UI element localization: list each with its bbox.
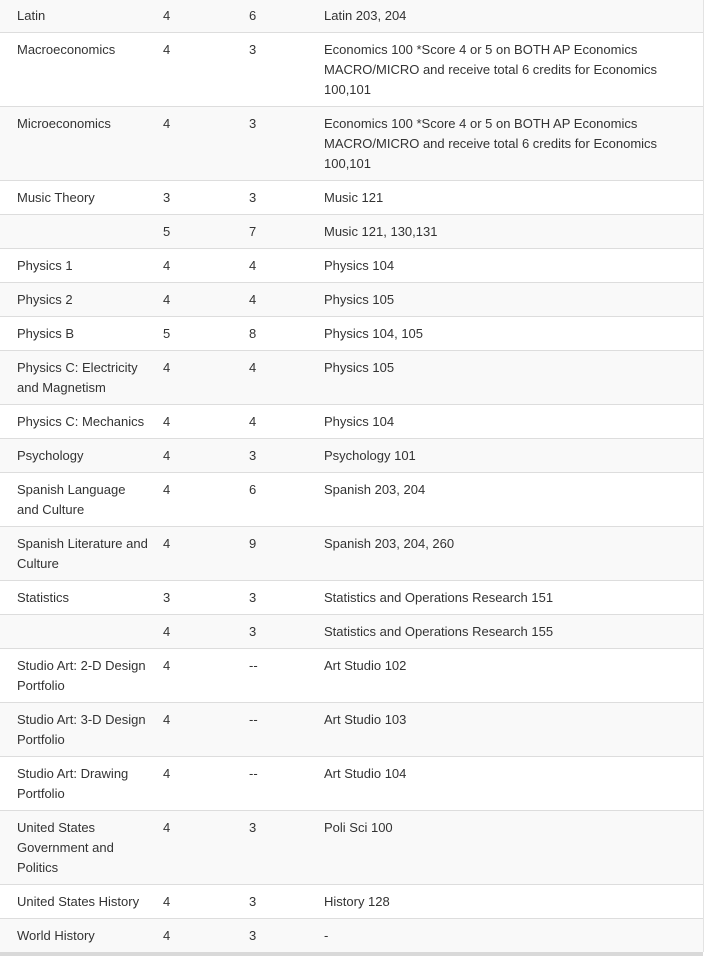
table-row <box>0 473 703 527</box>
table-row <box>0 703 703 757</box>
table-row <box>0 33 703 107</box>
course-equivalent-cell: Latin 203, 204 <box>315 0 703 33</box>
course-equivalent-cell: Music 121, 130,131 <box>315 215 703 249</box>
table-row <box>0 351 703 405</box>
course-equivalent-cell: Statistics and Operations Research 155 <box>315 615 703 649</box>
table-row <box>0 649 703 703</box>
course-equivalent-cell: Spanish 203, 204, 260 <box>315 527 703 581</box>
exam-name-cell: Physics C: Mechanics <box>0 405 154 439</box>
score-cell: 3 <box>154 581 239 615</box>
exam-name-cell: Physics 1 <box>0 249 154 283</box>
credits-cell: 3 <box>239 811 315 885</box>
credits-cell: 3 <box>239 615 315 649</box>
credits-cell: 9 <box>239 527 315 581</box>
score-cell: 4 <box>154 885 239 919</box>
exam-name-cell: Studio Art: 2-D Design Portfolio <box>0 649 154 703</box>
table-row <box>0 317 703 351</box>
credits-cell: 7 <box>239 215 315 249</box>
exam-name-cell: Psychology <box>0 439 154 473</box>
score-cell: 4 <box>154 107 239 181</box>
credits-cell: 3 <box>239 885 315 919</box>
table-row <box>0 757 703 811</box>
exam-name-cell <box>0 615 154 649</box>
table-row <box>0 439 703 473</box>
exam-name-cell: Statistics <box>0 581 154 615</box>
course-equivalent-cell: Art Studio 102 <box>315 649 703 703</box>
credits-cell: 4 <box>239 351 315 405</box>
table-row <box>0 615 703 649</box>
exam-name-cell: Microeconomics <box>0 107 154 181</box>
score-cell: 4 <box>154 919 239 953</box>
course-equivalent-cell: Economics 100 *Score 4 or 5 on BOTH AP Economics MACRO/MICRO and receive total 6 credits for Economics 100,101 <box>315 33 703 107</box>
credits-cell: 3 <box>239 439 315 473</box>
exam-name-cell: Studio Art: 3-D Design Portfolio <box>0 703 154 757</box>
credits-cell: 4 <box>239 249 315 283</box>
score-cell: 3 <box>154 181 239 215</box>
course-equivalent-cell: Statistics and Operations Research 151 <box>315 581 703 615</box>
table-row <box>0 181 703 215</box>
credits-cell: -- <box>239 703 315 757</box>
score-cell: 5 <box>154 215 239 249</box>
course-equivalent-cell: Psychology 101 <box>315 439 703 473</box>
table-row <box>0 215 703 249</box>
course-equivalent-cell: Physics 104, 105 <box>315 317 703 351</box>
credits-cell: 3 <box>239 33 315 107</box>
score-cell: 4 <box>154 283 239 317</box>
exam-name-cell: Spanish Language and Culture <box>0 473 154 527</box>
score-cell: 4 <box>154 811 239 885</box>
credits-cell: 6 <box>239 0 315 33</box>
table-row <box>0 405 703 439</box>
course-equivalent-cell: Physics 104 <box>315 405 703 439</box>
credits-cell: -- <box>239 649 315 703</box>
table-row <box>0 581 703 615</box>
credits-cell: 3 <box>239 181 315 215</box>
course-equivalent-cell: Economics 100 *Score 4 or 5 on BOTH AP Economics MACRO/MICRO and receive total 6 credits for Economics 100,101 <box>315 107 703 181</box>
score-cell: 4 <box>154 0 239 33</box>
exam-name-cell: Music Theory <box>0 181 154 215</box>
exam-name-cell: Latin <box>0 0 154 33</box>
credits-cell: 8 <box>239 317 315 351</box>
course-equivalent-cell: Poli Sci 100 <box>315 811 703 885</box>
course-equivalent-cell: Art Studio 104 <box>315 757 703 811</box>
exam-name-cell: Physics C: Electricity and Magnetism <box>0 351 154 405</box>
table-row <box>0 283 703 317</box>
exam-name-cell: United States History <box>0 885 154 919</box>
score-cell: 4 <box>154 615 239 649</box>
score-cell: 4 <box>154 473 239 527</box>
course-equivalent-cell: Art Studio 103 <box>315 703 703 757</box>
exam-name-cell: Macroeconomics <box>0 33 154 107</box>
exam-name-cell: United States Government and Politics <box>0 811 154 885</box>
score-cell: 4 <box>154 703 239 757</box>
exam-name-cell: Studio Art: Drawing Portfolio <box>0 757 154 811</box>
credits-cell: 3 <box>239 107 315 181</box>
score-cell: 4 <box>154 351 239 405</box>
course-equivalent-cell: Physics 105 <box>315 351 703 405</box>
credits-cell: 3 <box>239 919 315 953</box>
exam-name-cell: Physics 2 <box>0 283 154 317</box>
credits-cell: -- <box>239 757 315 811</box>
exam-name-cell: Physics B <box>0 317 154 351</box>
table-row <box>0 249 703 283</box>
table-row <box>0 527 703 581</box>
credits-cell: 3 <box>239 581 315 615</box>
table-row <box>0 811 703 885</box>
score-cell: 4 <box>154 649 239 703</box>
score-cell: 4 <box>154 33 239 107</box>
table-row <box>0 0 703 33</box>
credits-cell: 4 <box>239 283 315 317</box>
credits-cell: 4 <box>239 405 315 439</box>
score-cell: 4 <box>154 757 239 811</box>
exam-name-cell <box>0 215 154 249</box>
score-cell: 5 <box>154 317 239 351</box>
course-equivalent-cell: Physics 104 <box>315 249 703 283</box>
table-row <box>0 107 703 181</box>
course-equivalent-cell: Spanish 203, 204 <box>315 473 703 527</box>
exam-name-cell: Spanish Literature and Culture <box>0 527 154 581</box>
course-equivalent-cell: Music 121 <box>315 181 703 215</box>
score-cell: 4 <box>154 439 239 473</box>
score-cell: 4 <box>154 527 239 581</box>
course-equivalent-cell: - <box>315 919 703 953</box>
course-equivalent-cell: Physics 105 <box>315 283 703 317</box>
exam-name-cell: World History <box>0 919 154 953</box>
table-row <box>0 919 703 953</box>
score-cell: 4 <box>154 405 239 439</box>
credits-cell: 6 <box>239 473 315 527</box>
course-equivalent-cell: History 128 <box>315 885 703 919</box>
score-cell: 4 <box>154 249 239 283</box>
table-row <box>0 885 703 919</box>
